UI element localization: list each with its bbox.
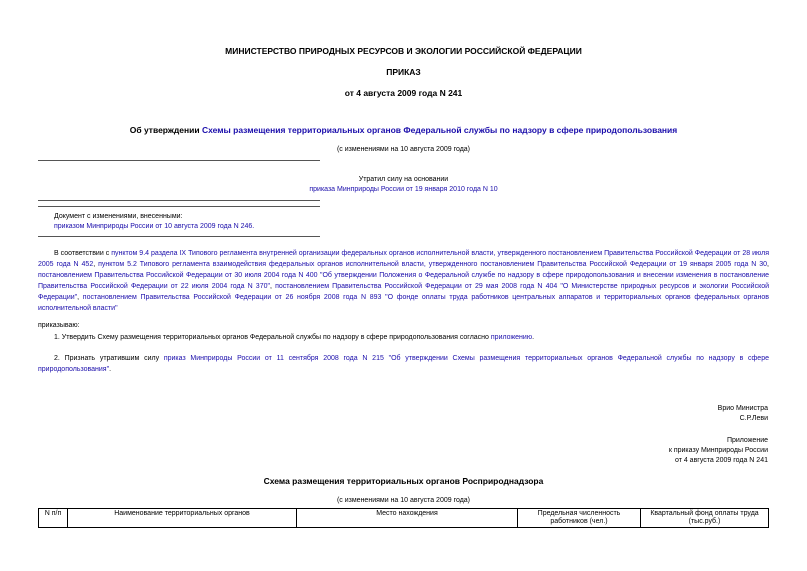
preamble-link[interactable]: постановлением Правительства Российской Федерации от 29 мая 2008 года N 404 "О Министерстве природных ресурсов и экологии Российской Федерации": [38, 283, 770, 301]
preamble-link[interactable]: постановлением Правительства Российской Федерации от 30 июля 2004 года N 400 "Об утверждении Положения о Федеральной службе по надзору в сфере природопользования и внесении изменения в постановление Правительства Российской Федерации от 22 июля 2004 года N 370": [38, 272, 769, 290]
preamble-text: ,: [93, 261, 99, 268]
order-item-end: .: [109, 366, 112, 373]
order-item-text: 2. Признать утратившим силу: [54, 355, 164, 362]
divider: [38, 236, 320, 237]
scheme-table: [38, 508, 769, 528]
preamble-link[interactable]: пунктом 9.4 раздела IX Типового регламента внутренней организации федеральных органов исполнительной власти, утвержденного постановлением Правительства Российской Федерации от 28 июля 2005 года N 452: [38, 250, 770, 268]
status-link[interactable]: приказа Минприроды России от 19 января 2010 года N 10: [309, 186, 498, 193]
appendix-label: Приложение: [726, 437, 768, 444]
title-changes-note: (с изменениями на 10 августа 2009 года): [336, 146, 471, 153]
order-item-2: [38, 353, 769, 375]
appendix-link[interactable]: приложению: [490, 334, 533, 341]
table-header-cell: Квартальный фонд оплаты труда (тыс.руб.): [641, 509, 769, 528]
divider: [38, 160, 320, 161]
preamble-text: ,: [77, 294, 83, 301]
preamble-text: ,: [269, 283, 276, 290]
preamble-text: В соответствии с: [54, 250, 112, 257]
appendix-ref: к приказу Минприроды России: [668, 447, 768, 454]
doc-type: ПРИКАЗ: [386, 67, 421, 77]
preamble-text: ,: [767, 261, 769, 268]
divider: [38, 200, 320, 201]
signature-position: Врио Министра: [717, 405, 768, 412]
table-header-cell: N п/п: [39, 509, 68, 528]
doc-title-link[interactable]: Схемы размещения территориальных органов Федеральной службы по надзору в сфере природопользования: [201, 125, 678, 135]
order-word: приказываю:: [38, 322, 80, 329]
repealed-order-link[interactable]: приказ Минприроды России от 11 сентября 2008 года N 215 "Об утверждении Схемы размещения территориальных органов Федеральной службы по надзору в сфере природопользования": [38, 355, 769, 373]
scheme-title: Схема размещения территориальных органов Росприроднадзора: [263, 476, 544, 486]
order-item-1: [54, 334, 769, 341]
doc-date-number: от 4 августа 2009 года N 241: [344, 88, 463, 98]
divider: [38, 206, 320, 207]
order-item-end: .: [532, 334, 535, 341]
status-line: Утратил силу на основании: [358, 176, 449, 183]
ministry-title: МИНИСТЕРСТВО ПРИРОДНЫХ РЕСУРСОВ И ЭКОЛОГИИ РОССИЙСКОЙ ФЕДЕРАЦИИ: [225, 46, 582, 56]
amended-label: Документ с изменениями, внесенными:: [54, 213, 183, 220]
appendix-date: от 4 августа 2009 года N 241: [674, 457, 768, 464]
table-header-cell: Наименование территориальных органов: [68, 509, 297, 528]
table-header-cell: Место нахождения: [297, 509, 518, 528]
table-header-cell: Предельная численность работников (чел.): [518, 509, 641, 528]
order-item-text: 1. Утвердить Схему размещения территориальных органов Федеральной службы по надзору в сфере природопользования согласно: [54, 334, 491, 341]
doc-title: [0, 125, 807, 135]
doc-title-prefix: Об утверждении: [129, 125, 202, 135]
table-header-row: [39, 509, 769, 528]
preamble-link[interactable]: пунктом 5.2 Типового регламента взаимодействия федеральных органов исполнительной власти, утвержденного постановлением Правительства Российской Федерации от 19 января 2005 года N 30: [98, 261, 768, 268]
preamble-link[interactable]: постановлением Правительства Российской Федерации от 26 ноября 2008 года N 893 "О фонде оплаты труда работников центральных аппаратов и территориальных органов федеральных органов исполнительной власти": [38, 294, 769, 312]
amended-link[interactable]: приказом Минприроды России от 10 августа 2009 года N 246.: [54, 223, 255, 230]
signature-name: С.Р.Леви: [739, 415, 768, 422]
scheme-changes-note: (с изменениями на 10 августа 2009 года): [336, 497, 471, 504]
preamble-paragraph: [38, 248, 769, 314]
